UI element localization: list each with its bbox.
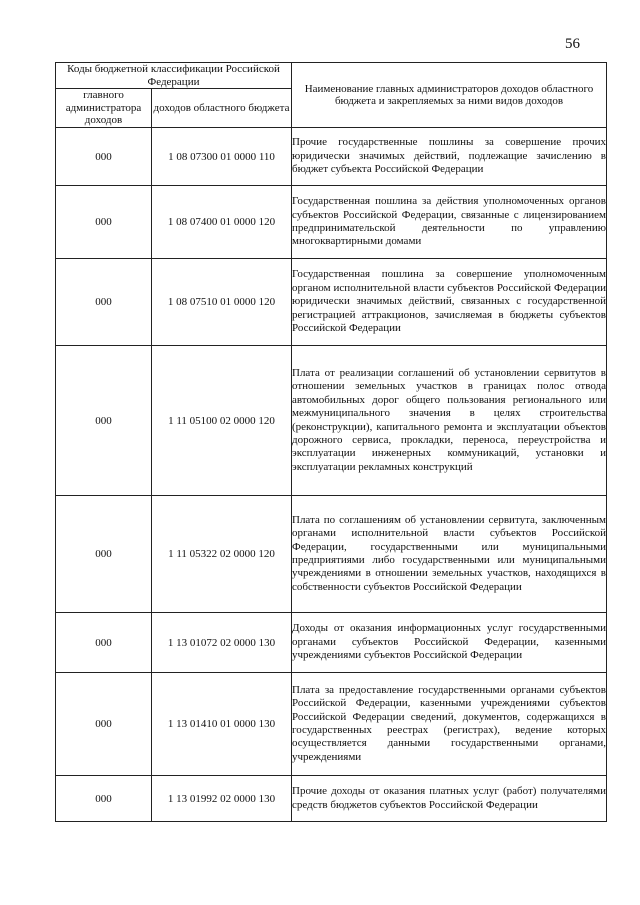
revenue-name-cell: Плата за предоставление государственными органами субъектов Российской Федерации, казенными учреждениями субъектов Российской Федерации сведений, документов, содержащихся в государственных реестрах (регистрах), ведение которых осуществляется данными государственными органами, учреждениями	[292, 673, 607, 776]
revenue-name-cell: Плата по соглашениям об установлении сервитута, заключенным органами исполнительной власти субъектов Российской Федерации, государственными или муниципальными предприятиями либо государственными или муниципальными учреждениями в отношении земельных участков, находящихся в собственности субъектов Российской Федерации	[292, 496, 607, 613]
table-row	[56, 259, 607, 346]
admin-code-cell: 000	[56, 673, 152, 776]
table-row	[56, 186, 607, 259]
revenue-name-cell: Плата от реализации соглашений об установлении сервитутов в отношении земельных участков в границах полос отвода автомобильных дорог общего пользования регионального или межмуниципального значения в целях строительства (реконструкции), капитального ремонта и эксплуатации объектов дорожного сервиса, прокладки, переноса, переустройства и эксплуатации инженерных коммуникаций, установки и эксплуатации рекламных конструкций	[292, 346, 607, 496]
admin-code-cell: 000	[56, 259, 152, 346]
revenue-code-cell: 1 08 07510 01 0000 120	[152, 259, 292, 346]
admin-code-cell: 000	[56, 496, 152, 613]
admin-code-cell: 000	[56, 128, 152, 186]
revenue-name-cell: Прочие государственные пошлины за совершение прочих юридически значимых действий, подлежащие зачислению в бюджет субъекта Российской Федерации	[292, 128, 607, 186]
budget-classification-table	[55, 62, 607, 822]
revenue-code-cell: 1 11 05100 02 0000 120	[152, 346, 292, 496]
revenue-code-cell: 1 11 05322 02 0000 120	[152, 496, 292, 613]
table-row	[56, 346, 607, 496]
header-revenue-code: доходов областного бюджета	[152, 89, 292, 128]
revenue-code-cell: 1 13 01072 02 0000 130	[152, 613, 292, 673]
admin-code-cell: 000	[56, 186, 152, 259]
table-row	[56, 128, 607, 186]
revenue-name-cell: Государственная пошлина за совершение уполномоченным органом исполнительной власти субъектов Российской Федерации юридически значимых действий, связанных с государственной регистрацией аттракционов, зачисляемая в бюджеты субъектов Российской Федерации	[292, 259, 607, 346]
revenue-code-cell: 1 13 01410 01 0000 130	[152, 673, 292, 776]
admin-code-cell: 000	[56, 613, 152, 673]
revenue-name-cell: Прочие доходы от оказания платных услуг (работ) получателями средств бюджетов субъектов Российской Федерации	[292, 776, 607, 822]
page-number: 56	[565, 36, 580, 52]
revenue-code-cell: 1 13 01992 02 0000 130	[152, 776, 292, 822]
header-codes-group: Коды бюджетной классификации Российской Федерации	[56, 63, 292, 89]
revenue-code-cell: 1 08 07300 01 0000 110	[152, 128, 292, 186]
revenue-name-cell: Доходы от оказания информационных услуг государственными органами субъектов Российской Федерации, казенными учреждениями субъектов Российской Федерации	[292, 613, 607, 673]
revenue-name-cell: Государственная пошлина за действия уполномоченных органов субъектов Российской Федерации, связанные с лицензированием предпринимательской деятельности по управлению многоквартирными домами	[292, 186, 607, 259]
revenue-code-cell: 1 08 07400 01 0000 120	[152, 186, 292, 259]
header-admin: главного администратора доходов	[56, 89, 152, 128]
table-row	[56, 776, 607, 822]
table-row	[56, 673, 607, 776]
admin-code-cell: 000	[56, 776, 152, 822]
table-row	[56, 496, 607, 613]
header-name: Наименование главных администраторов доходов областного бюджета и закрепляемых за ними видов доходов	[292, 63, 607, 128]
table-row	[56, 613, 607, 673]
admin-code-cell: 000	[56, 346, 152, 496]
